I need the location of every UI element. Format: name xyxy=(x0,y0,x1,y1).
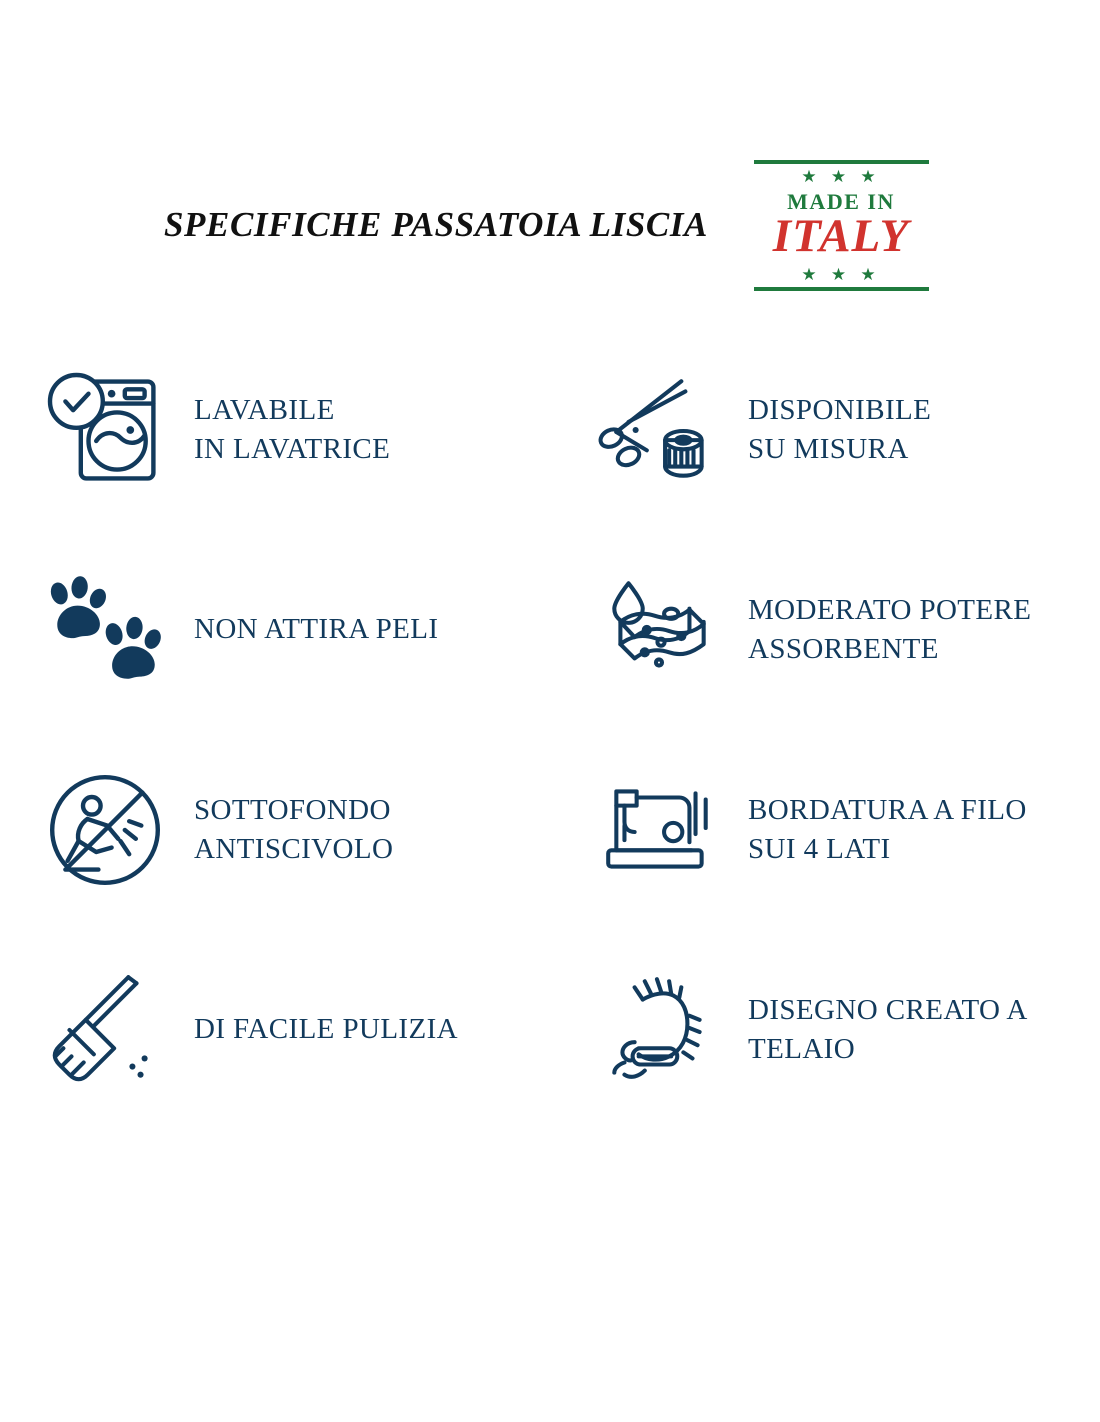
stamp-country-label: ITALY xyxy=(772,209,910,262)
sponge-water-drop-icon xyxy=(580,555,740,705)
scissors-measuring-tape-icon xyxy=(580,355,740,505)
feature-label xyxy=(194,391,390,469)
feature-label xyxy=(194,1010,458,1049)
feature-label-line2: IN LAVATRICE xyxy=(194,433,391,465)
no-slipping-icon xyxy=(30,755,180,905)
feature-label-line1: SOTTOFONDO xyxy=(194,793,391,826)
feature-label xyxy=(748,591,1031,669)
stamp-made-in-label: MADE IN xyxy=(787,188,895,214)
feature-label-line2: SU MISURA xyxy=(748,433,909,465)
features-grid xyxy=(0,330,1100,1130)
page-header xyxy=(0,150,1100,300)
feature-label-line1: DISEGNO CREATO A xyxy=(748,993,1028,1026)
feature-item xyxy=(0,730,550,930)
stamp-top-rule xyxy=(754,160,929,164)
feature-item xyxy=(0,330,550,530)
feature-item xyxy=(0,930,550,1130)
washing-machine-icon xyxy=(30,355,180,505)
feature-label-line1: BORDATURA A FILO xyxy=(748,793,1027,826)
feature-label-line2: ANTISCIVOLO xyxy=(194,833,394,865)
feature-label-line2: SUI 4 LATI xyxy=(748,833,891,865)
feature-label-line1: LAVABILE xyxy=(194,393,335,426)
stamp-bottom-rule xyxy=(754,287,929,291)
page-title: SPECIFICHE PASSATOIA LISCIA xyxy=(163,205,709,244)
feature-label xyxy=(194,610,438,649)
paw-prints-icon xyxy=(30,555,180,705)
feature-item xyxy=(550,530,1100,730)
stamp-stars-top: ★ ★ ★ xyxy=(801,166,881,186)
feature-label xyxy=(748,791,1027,869)
feature-item xyxy=(550,330,1100,530)
feature-label-line2: ASSORBENTE xyxy=(748,633,939,665)
sewing-machine-icon xyxy=(580,755,740,905)
feature-label xyxy=(748,991,1028,1069)
feature-label-line1: DISPONIBILE xyxy=(748,393,932,426)
feature-item xyxy=(0,530,550,730)
loom-thread-icon xyxy=(580,955,740,1105)
feature-item xyxy=(550,730,1100,930)
made-in-italy-stamp xyxy=(746,155,936,295)
feature-label-line1: NON ATTIRA PELI xyxy=(194,613,439,646)
feature-label-line1: DI FACILE PULIZIA xyxy=(194,1013,459,1046)
stamp-stars-bottom: ★ ★ ★ xyxy=(801,264,881,284)
feature-label xyxy=(748,391,931,469)
feature-item xyxy=(550,930,1100,1130)
feature-label xyxy=(194,791,393,869)
feature-label-line2: TELAIO xyxy=(748,1033,856,1065)
broom-icon xyxy=(30,955,180,1105)
feature-label-line1: MODERATO POTERE xyxy=(748,593,1032,626)
